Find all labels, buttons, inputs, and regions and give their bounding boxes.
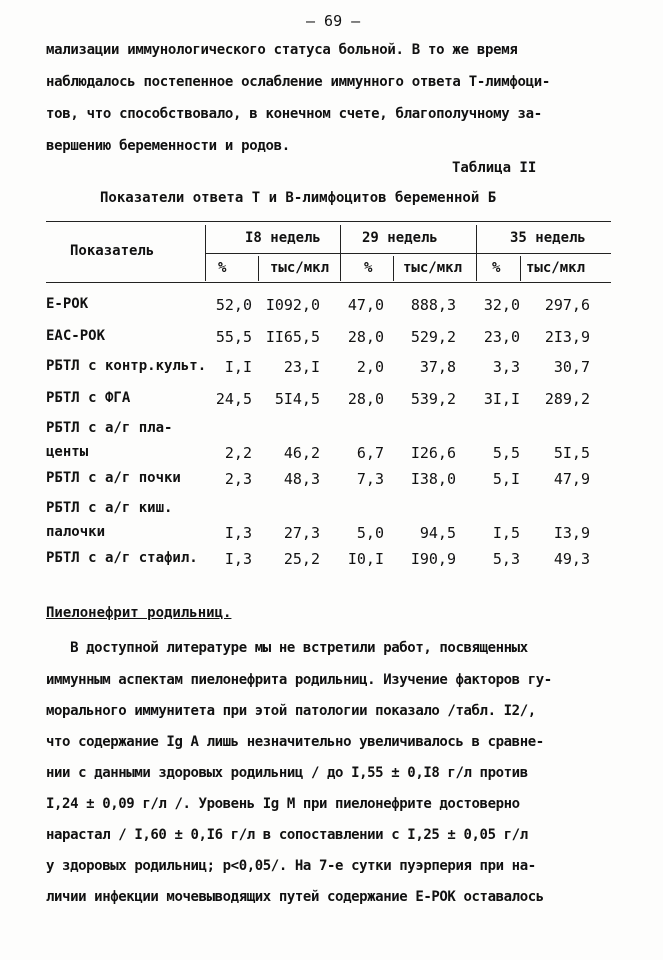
body-line: I,24 ± 0,09 г/л /. Уровень Ig M при пиелонефрите достоверно: [46, 796, 520, 812]
row-label: РБТЛ с а/г пла-: [46, 420, 173, 436]
table-number: Таблица II: [452, 160, 537, 176]
table-cell: 2I3,9: [544, 328, 590, 346]
body-line: В доступной литературе мы не встретили работ, посвященных: [46, 640, 528, 656]
table-top-rule: [46, 221, 611, 222]
row-label: ЕАС-РОК: [46, 328, 106, 344]
table-cell: I26,6: [410, 444, 456, 462]
subheader: %: [218, 260, 227, 276]
table-cell: 48,3: [283, 470, 320, 488]
table-cell: 52,0: [215, 296, 252, 314]
header-group: 35 недель: [510, 230, 586, 246]
table-cell: 27,3: [283, 524, 320, 542]
table-cell: I,3: [224, 550, 252, 568]
body-line: что содержание Ig A лишь незначительно увеличивалось в сравне-: [46, 734, 544, 750]
header-group: I8 недель: [245, 230, 321, 246]
table-cell: I,5: [492, 524, 520, 542]
table-cell: I,3: [224, 524, 252, 542]
table-cell: 7,3: [356, 470, 384, 488]
header-parameter: Показатель: [70, 243, 155, 259]
body-line: нии с данными здоровых родильниц / до I,55 ± 0,I8 г/л против: [46, 765, 528, 781]
table-cell: II65,5: [265, 328, 320, 346]
table-cell: 2,0: [356, 358, 384, 376]
subheader: %: [492, 260, 501, 276]
subheader: тыс/мкл: [403, 260, 463, 276]
table-cell: 23,0: [483, 328, 520, 346]
col-divider: [393, 256, 394, 281]
table-cell: 289,2: [544, 390, 590, 408]
table-cell: 5I4,5: [274, 390, 320, 408]
table-cell: 94,5: [419, 524, 456, 542]
row-label: Е-РОК: [46, 296, 89, 312]
row-label: РБТЛ с а/г почки: [46, 470, 181, 486]
table-cell: 24,5: [215, 390, 252, 408]
table-cell: I38,0: [410, 470, 456, 488]
table-cell: 55,5: [215, 328, 252, 346]
intro-line: тов, что способствовало, в конечном счете, благополучному за-: [46, 106, 542, 122]
table-cell: 5,5: [492, 444, 520, 462]
table-cell: 5,0: [356, 524, 384, 542]
intro-line: наблюдалось постепенное ослабление иммунного ответа Т-лимфоци-: [46, 74, 550, 90]
col-divider: [476, 225, 477, 281]
body-line: иммунным аспектам пиелонефрита родильниц. Изучение факторов гу-: [46, 672, 552, 688]
subheader: тыс/мкл: [526, 260, 586, 276]
table-cell: I90,9: [410, 550, 456, 568]
table-cell: I3,9: [553, 524, 590, 542]
table-cell: 5I,5: [553, 444, 590, 462]
table-cell: 37,8: [419, 358, 456, 376]
table-cell: 539,2: [410, 390, 456, 408]
header-group: 29 недель: [362, 230, 438, 246]
row-label: РБТЛ с ФГА: [46, 390, 131, 406]
table-cell: 3I,I: [483, 390, 520, 408]
table-subheader-rule: [205, 253, 611, 254]
body-line: морального иммунитета при этой патологии показало /табл. I2/,: [46, 703, 536, 719]
table-cell: 6,7: [356, 444, 384, 462]
intro-line: мализации иммунологического статуса больной. В то же время: [46, 42, 518, 58]
table-cell: 25,2: [283, 550, 320, 568]
col-divider: [205, 225, 206, 281]
subheader: %: [364, 260, 373, 276]
table-cell: 888,3: [410, 296, 456, 314]
table-cell: I0,I: [347, 550, 384, 568]
intro-line: вершению беременности и родов.: [46, 138, 290, 154]
col-divider: [340, 225, 341, 281]
subheader: тыс/мкл: [270, 260, 330, 276]
table-cell: 47,9: [553, 470, 590, 488]
table-cell: 47,0: [347, 296, 384, 314]
row-label-cont: палочки: [46, 524, 106, 540]
page-number: – 69 –: [306, 12, 361, 30]
body-line: у здоровых родильниц; p<0,05/. На 7-е сутки пуэрперия при на-: [46, 858, 536, 874]
col-divider: [520, 256, 521, 281]
section-title: Пиелонефрит родильниц.: [46, 605, 232, 621]
row-label: РБТЛ с контр.культ.: [46, 358, 207, 374]
table-cell: I092,0: [265, 296, 320, 314]
row-label-cont: центы: [46, 444, 89, 460]
table-cell: 30,7: [553, 358, 590, 376]
table-cell: 28,0: [347, 390, 384, 408]
table-cell: 5,3: [492, 550, 520, 568]
table-cell: 23,I: [283, 358, 320, 376]
col-divider: [258, 256, 259, 281]
table-cell: I,I: [224, 358, 252, 376]
body-line: личии инфекции мочевыводящих путей содержание Е-РОК оставалось: [46, 889, 544, 905]
table-cell: 2,2: [224, 444, 252, 462]
table-header-rule: [46, 282, 611, 283]
table-cell: 5,I: [492, 470, 520, 488]
table-cell: 28,0: [347, 328, 384, 346]
table-caption: Показатели ответа Т и В-лимфоцитов беременной Б: [100, 190, 497, 206]
table-cell: 49,3: [553, 550, 590, 568]
table-cell: 2,3: [224, 470, 252, 488]
table-cell: 297,6: [544, 296, 590, 314]
body-line: нарастал / I,60 ± 0,I6 г/л в сопоставлении с I,25 ± 0,05 г/л: [46, 827, 528, 843]
table-cell: 46,2: [283, 444, 320, 462]
table-cell: 3,3: [492, 358, 520, 376]
table-cell: 529,2: [410, 328, 456, 346]
row-label: РБТЛ с а/г киш.: [46, 500, 173, 516]
row-label: РБТЛ с а/г стафил.: [46, 550, 198, 566]
table-cell: 32,0: [483, 296, 520, 314]
